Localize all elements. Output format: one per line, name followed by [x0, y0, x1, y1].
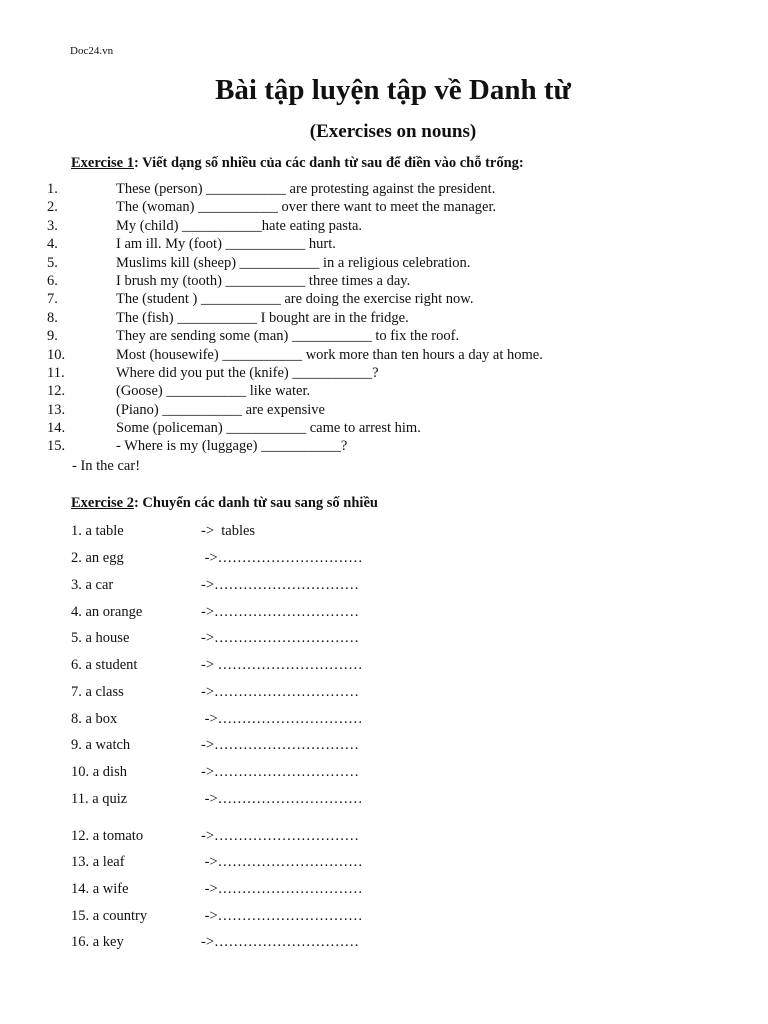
exercise1-item: [0, 328, 768, 346]
exercise1-item-number: 4.: [47, 236, 58, 253]
exercise2-item-word: 6. a student: [71, 657, 138, 673]
exercise1-item-text: The (student ) ___________ are doing the exercise right now.: [116, 291, 474, 308]
exercise2-item: [0, 854, 768, 874]
page-title: Bài tập luyện tập về Danh từ: [215, 74, 571, 106]
exercise2-item-word: 8. a box: [71, 711, 118, 727]
exercise1-item: [0, 420, 768, 438]
exercise1-item-text: - Where is my (luggage) ___________?: [116, 438, 348, 455]
exercise1-item: [0, 365, 768, 383]
exercise2-item-answer: -> tables: [201, 523, 256, 539]
exercise2-item-answer: ->…………………………: [201, 550, 363, 566]
exercise2-item: [0, 604, 768, 624]
exercise1-instruction: : Viết dạng số nhiều của các danh từ sau để điền vào chỗ trống:: [133, 155, 524, 171]
exercise2-item-word: 2. an egg: [71, 550, 124, 566]
exercise1-item-number: 9.: [47, 328, 58, 345]
exercise2-item: [0, 523, 768, 543]
exercise1-item-number: 3.: [47, 217, 58, 234]
exercise2-item: [0, 550, 768, 570]
exercise2-item-word: 10. a dish: [71, 764, 127, 780]
exercise1-item-number: 11.: [47, 364, 65, 381]
exercise2-item-answer: -> …………………………: [201, 657, 363, 673]
exercise1-item: [0, 438, 768, 456]
exercise2-item: [0, 630, 768, 650]
exercise1-item-text: I am ill. My (foot) ___________ hurt.: [116, 236, 336, 253]
exercise1-item: [0, 236, 768, 254]
exercise1-item-number: 12.: [47, 383, 66, 400]
exercise1-item-number: 13.: [47, 401, 66, 418]
exercise2-item: [0, 737, 768, 757]
exercise1-label: Exercise 1: [71, 155, 134, 171]
exercise2-item-word: 16. a key: [71, 934, 124, 950]
exercise2-item: [0, 764, 768, 784]
exercise2-item-word: 4. an orange: [71, 604, 143, 620]
exercise2-item-word: 5. a house: [71, 630, 130, 646]
exercise1-heading: [71, 155, 524, 172]
exercise1-list: [0, 181, 768, 457]
exercise2-heading: [71, 495, 378, 512]
exercise2-item-answer: ->…………………………: [201, 711, 363, 727]
exercise2-item-answer: ->…………………………: [201, 684, 360, 700]
exercise1-item-text: (Piano) ___________ are expensive: [116, 401, 325, 418]
exercise2-item-word: 15. a country: [71, 908, 148, 924]
exercise2-item-word: 9. a watch: [71, 737, 131, 753]
exercise2-instruction: : Chuyển các danh từ sau sang số nhiều: [133, 495, 378, 511]
exercise2-item: [0, 791, 768, 811]
exercise2-item-word: 11. a quiz: [71, 791, 128, 807]
exercise2-item-answer: ->…………………………: [201, 577, 360, 593]
exercise2-item-word: 12. a tomato: [71, 828, 144, 844]
exercise2-item-word: 3. a car: [71, 577, 114, 593]
exercise1-item-text: I brush my (tooth) ___________ three times a day.: [116, 272, 411, 289]
exercise1-item-number: 15.: [47, 438, 66, 455]
exercise1-item: [0, 255, 768, 273]
exercise2-item: [0, 934, 768, 954]
exercise2-item-answer: ->…………………………: [201, 908, 363, 924]
exercise2-item-answer: ->…………………………: [201, 764, 360, 780]
exercise2-label: Exercise 2: [71, 495, 134, 511]
exercise1-item-number: 8.: [47, 309, 58, 326]
exercise1-item: [0, 199, 768, 217]
exercise2-item-word: 13. a leaf: [71, 854, 125, 870]
exercise2-item-answer: ->…………………………: [201, 630, 360, 646]
exercise2-item-word: 7. a class: [71, 684, 124, 700]
exercise1-item-text: These (person) ___________ are protesting against the president.: [116, 181, 496, 197]
exercise2-item-word: 14. a wife: [71, 881, 129, 897]
exercise2-item: [0, 577, 768, 597]
exercise1-item: [0, 291, 768, 309]
exercise1-item-text: The (fish) ___________ I bought are in the fridge.: [116, 309, 409, 326]
exercise2-item: [0, 711, 768, 731]
exercise2-item-answer: ->…………………………: [201, 854, 363, 870]
exercise2-item: [0, 684, 768, 704]
exercise2-item: [0, 881, 768, 901]
exercise1-item-number: 7.: [47, 291, 58, 308]
exercise1-item: [0, 273, 768, 291]
exercise1-item: [0, 310, 768, 328]
exercise1-item-number: 1.: [47, 181, 58, 197]
site-label: Doc24.vn: [70, 45, 114, 57]
exercise1-item-text: (Goose) ___________ like water.: [116, 383, 311, 400]
exercise1-item-number: 6.: [47, 272, 58, 289]
exercise2-item-answer: ->…………………………: [201, 828, 360, 844]
exercise2-item-answer: ->…………………………: [201, 934, 360, 950]
exercise1-item-number: 10.: [47, 346, 66, 363]
exercise1-item-text: Most (housewife) ___________ work more than ten hours a day at home.: [116, 346, 543, 363]
exercise2-item: [0, 828, 768, 848]
exercise1-item: [0, 402, 768, 420]
exercise2-item-answer: ->…………………………: [201, 604, 360, 620]
exercise1-item-text: Muslims kill (sheep) ___________ in a religious celebration.: [116, 254, 471, 271]
exercise1-item: [0, 181, 768, 199]
exercise2-item-answer: ->…………………………: [201, 791, 363, 807]
exercise2-item-answer: ->…………………………: [201, 737, 360, 753]
exercise1-item: [0, 347, 768, 365]
exercise1-item-text: Some (policeman) ___________ came to arrest him.: [116, 420, 421, 437]
exercise1-item: [0, 383, 768, 401]
exercise1-item: [0, 218, 768, 236]
exercise1-answer-line: - In the car!: [72, 458, 141, 474]
exercise1-item-text: The (woman) ___________ over there want to meet the manager.: [116, 199, 497, 216]
exercise1-item-number: 14.: [47, 420, 66, 437]
exercise1-item-number: 5.: [47, 254, 58, 271]
exercise1-item-text: They are sending some (man) ___________ to fix the roof.: [116, 328, 460, 345]
page-subtitle: (Exercises on nouns): [309, 121, 477, 142]
exercise1-item-number: 2.: [47, 199, 58, 216]
exercise2-item-answer: ->…………………………: [201, 881, 363, 897]
exercise2-item-word: 1. a table: [71, 523, 124, 539]
exercise2-item: [0, 657, 768, 677]
exercise1-item-text: Where did you put the (knife) ___________?: [116, 364, 379, 381]
exercise1-item-text: My (child) ___________hate eating pasta.: [116, 217, 363, 234]
exercise2-item: [0, 908, 768, 928]
